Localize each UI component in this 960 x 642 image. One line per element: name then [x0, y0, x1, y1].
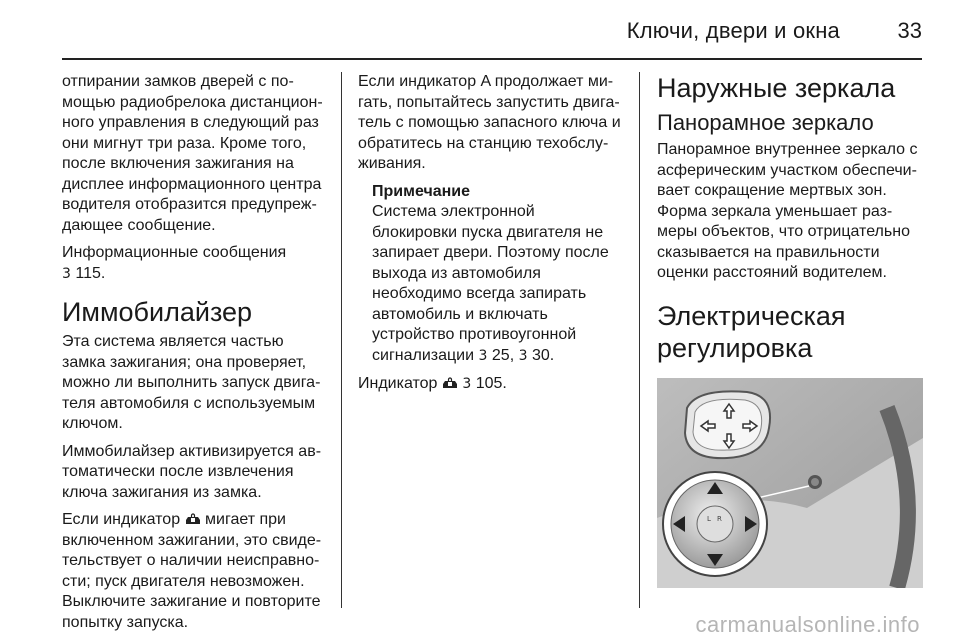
- paragraph-text: Индикатор: [358, 375, 438, 392]
- paragraph: [358, 374, 624, 395]
- page-number: 33: [897, 18, 922, 43]
- paragraph: [62, 510, 328, 633]
- note-box: [358, 182, 624, 367]
- paragraph: Иммобилайзер активизируется автоматически после извлечения ключа зажигания из замка.: [62, 442, 322, 501]
- column-2: [358, 72, 624, 402]
- page-reference[interactable]: 105.: [475, 375, 507, 392]
- header-title: Ключи, двери и окна: [626, 18, 840, 43]
- xref-arrow-icon: 3: [462, 376, 472, 392]
- column-divider-1: [341, 72, 342, 608]
- xref-arrow-icon: 3: [478, 347, 488, 364]
- immobilizer-car-lock-icon: [185, 512, 201, 525]
- paragraph-text: Если индикатор: [62, 511, 181, 528]
- column-3: [657, 72, 925, 588]
- watermark: carmanualsonline.info: [695, 612, 920, 637]
- page-reference[interactable]: 115.: [75, 264, 106, 282]
- subsection-heading-electric-adjustment: Электрическая регулировка: [657, 300, 846, 363]
- paragraph: Панорамное внутреннее зеркало с асферическим участком обеспечивает сокращение мертвых зон. Форма зеркала уменьшает размеры объектов, что отрицательно сказывается на правильности оценки расстояний водителем.: [657, 141, 918, 281]
- note-title: Примечание: [372, 182, 471, 200]
- xref-arrow-icon: 3: [62, 265, 71, 282]
- section-heading-immobilizer: Иммобилайзер: [62, 297, 253, 327]
- svg-text:R: R: [717, 514, 722, 523]
- xref-arrow-icon: 3: [518, 347, 528, 364]
- page-reference[interactable]: 30.: [531, 346, 555, 364]
- immobilizer-car-lock-icon: [442, 376, 458, 389]
- paragraph-text: мигает при включенном зажигании, это свидетельствует о наличии неисправности; пуск двигателя невозможен. Выключите зажигание и повторите попытку запуска.: [62, 511, 322, 631]
- section-heading-exterior-mirrors: Наружные зеркала: [657, 73, 896, 103]
- svg-text:L: L: [707, 514, 711, 523]
- mirror-adjustment-illustration: [657, 378, 923, 588]
- column-divider-2: [639, 72, 640, 608]
- paragraph: Эта система является частью замка зажигания; она проверяет, можно ли выполнить запуск двигателя автомобиля с используемым ключом.: [62, 333, 321, 432]
- header-divider: [62, 58, 922, 60]
- paragraph: отпирании замков дверей с помощью радиобрелока дистанционного управления в следующий раз они мигнут три раза. Кроме того, после включения зажигания на дисплее информационного центра водителя отобразится предупреждающее сообщение.: [62, 73, 323, 234]
- paragraph: Если индикатор A продолжает мигать, попытайтесь запустить двигатель с помощью запасного ключа и обратитесь на станцию техобслуживания.: [358, 73, 621, 172]
- page-reference[interactable]: 25,: [491, 346, 515, 364]
- note-text: Система электронной блокировки пуска двигателя не запирает двери. Поэтому после выхода из автомобиля необходимо всегда запирать автомобиль и включать устройство противоугонной сигнализации: [372, 203, 609, 364]
- column-1: [62, 72, 328, 640]
- paragraph-text: Информационные сообщения: [62, 244, 287, 261]
- subsection-heading-panoramic-mirror: Панорамное зеркало: [657, 110, 874, 135]
- paragraph: [62, 243, 328, 284]
